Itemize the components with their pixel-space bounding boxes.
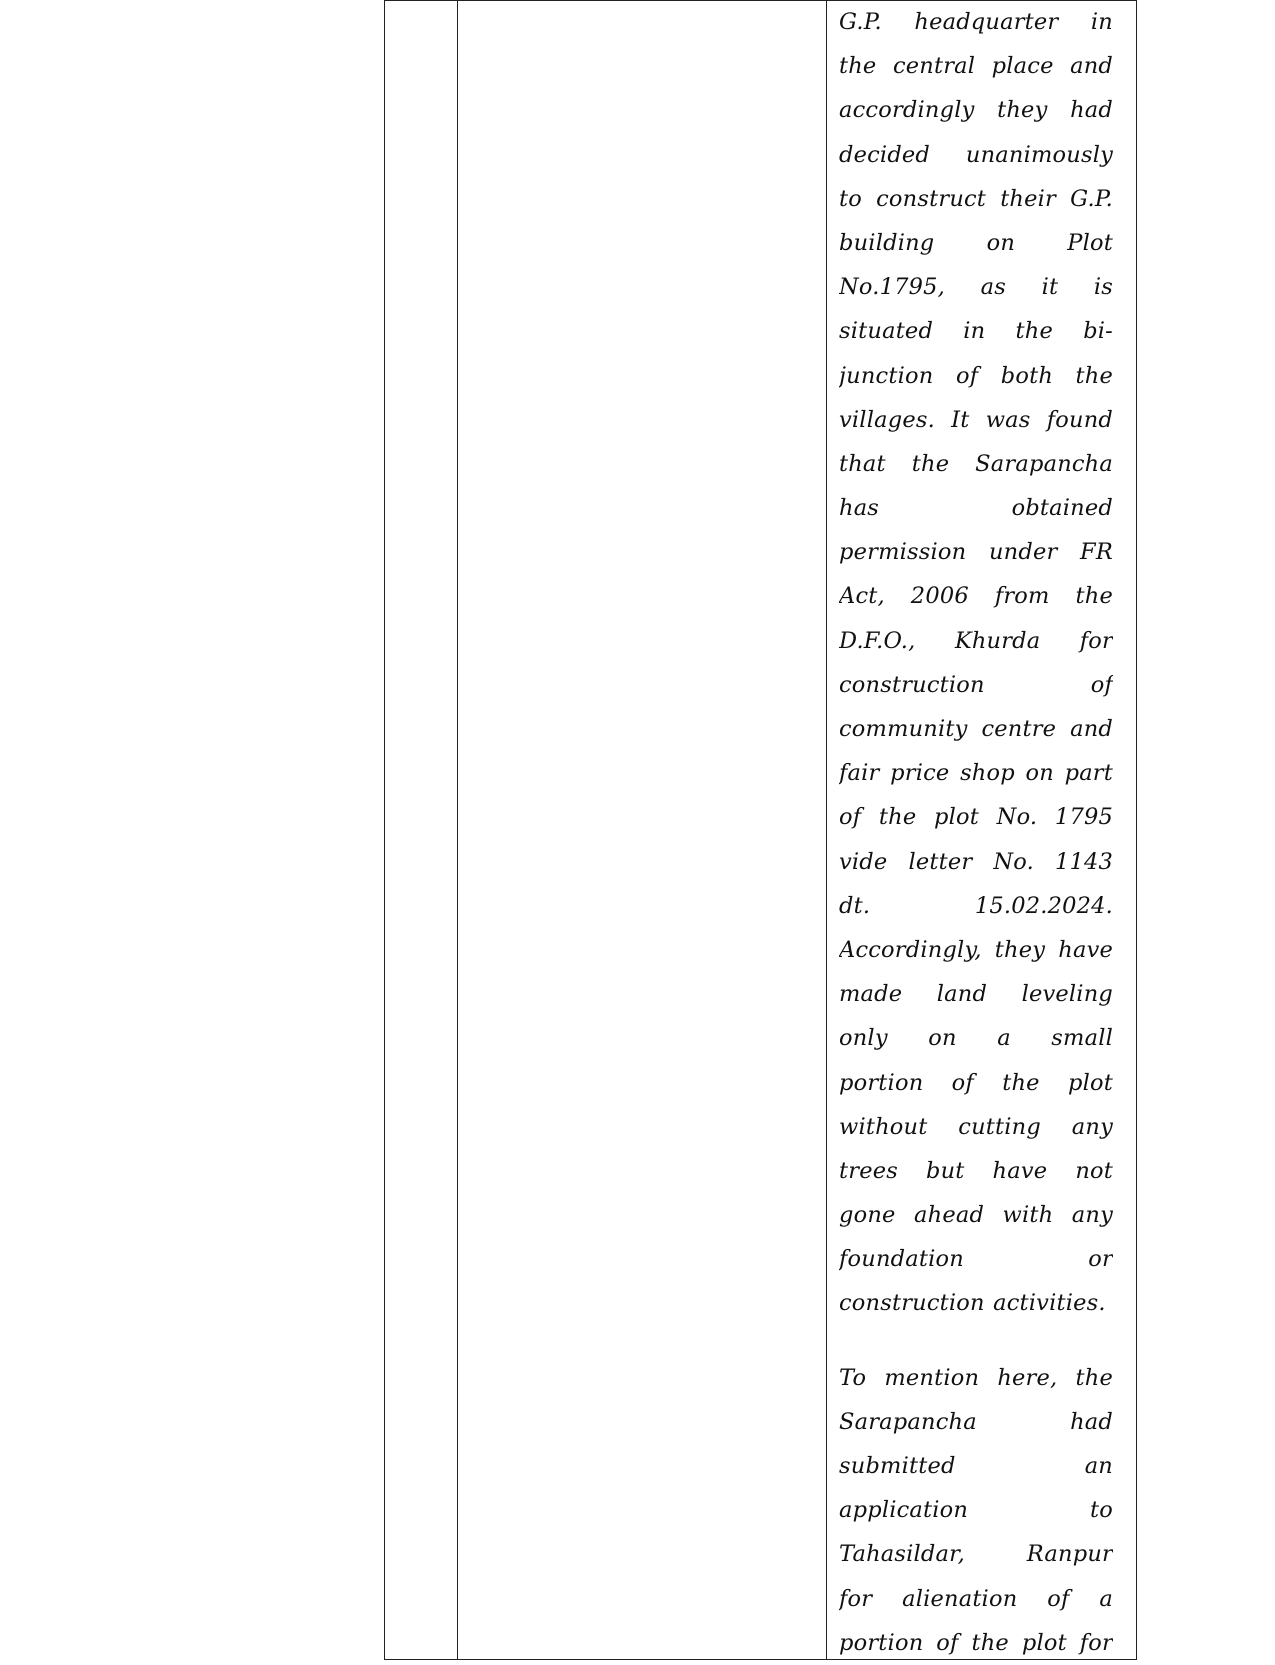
text-line: fair price shop on part	[839, 760, 1113, 787]
text-line: Tahasildar, Ranpur	[839, 1541, 1113, 1568]
text-line: the central place and	[839, 53, 1113, 80]
text-line: D.F.O., Khurda for	[839, 627, 1113, 654]
text-line: community centre and	[839, 716, 1113, 742]
text-line: portion of the plot for	[839, 1629, 1113, 1656]
text-line: dt. 15.02.2024.	[839, 892, 1113, 919]
text-line: foundation or	[839, 1246, 1113, 1273]
text-line: G.P. headquarter in	[839, 9, 1113, 35]
text-line: decided unanimously	[839, 141, 1113, 168]
text-line: No.1795, as it is	[839, 274, 1113, 301]
text-line: Accordingly, they have	[839, 936, 1113, 963]
text-line: without cutting any	[839, 1113, 1113, 1140]
text-line: To mention here, the	[839, 1364, 1113, 1391]
text-line: submitted an	[839, 1453, 1113, 1479]
text-line: permission under FR	[839, 539, 1113, 566]
paragraph-gap	[839, 1326, 1113, 1356]
text-line: application to	[839, 1497, 1113, 1524]
text-line: has obtained	[839, 495, 1113, 522]
text-line: situated in the bi-	[839, 318, 1113, 345]
text-line: portion of the plot	[839, 1069, 1113, 1096]
remarks-cell	[839, 0, 1113, 1665]
text-line: accordingly they had	[839, 97, 1113, 124]
text-line: trees but have not	[839, 1157, 1113, 1184]
paragraph-1	[839, 0, 1113, 1326]
text-line: made land leveling	[839, 981, 1113, 1008]
text-line: Sarapancha had	[839, 1408, 1113, 1435]
text-line: building on Plot	[839, 229, 1113, 256]
paragraph-2	[839, 1356, 1113, 1665]
text-line: to construct their G.P.	[839, 185, 1113, 212]
column-divider-1	[457, 0, 458, 1660]
text-line: Act, 2006 from the	[839, 583, 1113, 610]
text-line: for alienation of a	[839, 1585, 1113, 1612]
text-line: of the plot No. 1795	[839, 804, 1113, 831]
text-line: vide letter No. 1143	[839, 848, 1113, 875]
text-line: construction of	[839, 671, 1113, 698]
text-line: construction activities.	[839, 1290, 1106, 1317]
text-line: villages. It was found	[839, 406, 1113, 433]
text-line: gone ahead with any	[839, 1202, 1113, 1229]
text-line: only on a small	[839, 1025, 1113, 1052]
column-divider-2	[826, 0, 827, 1660]
text-line: junction of both the	[839, 362, 1113, 389]
text-line: that the Sarapancha	[839, 450, 1113, 477]
